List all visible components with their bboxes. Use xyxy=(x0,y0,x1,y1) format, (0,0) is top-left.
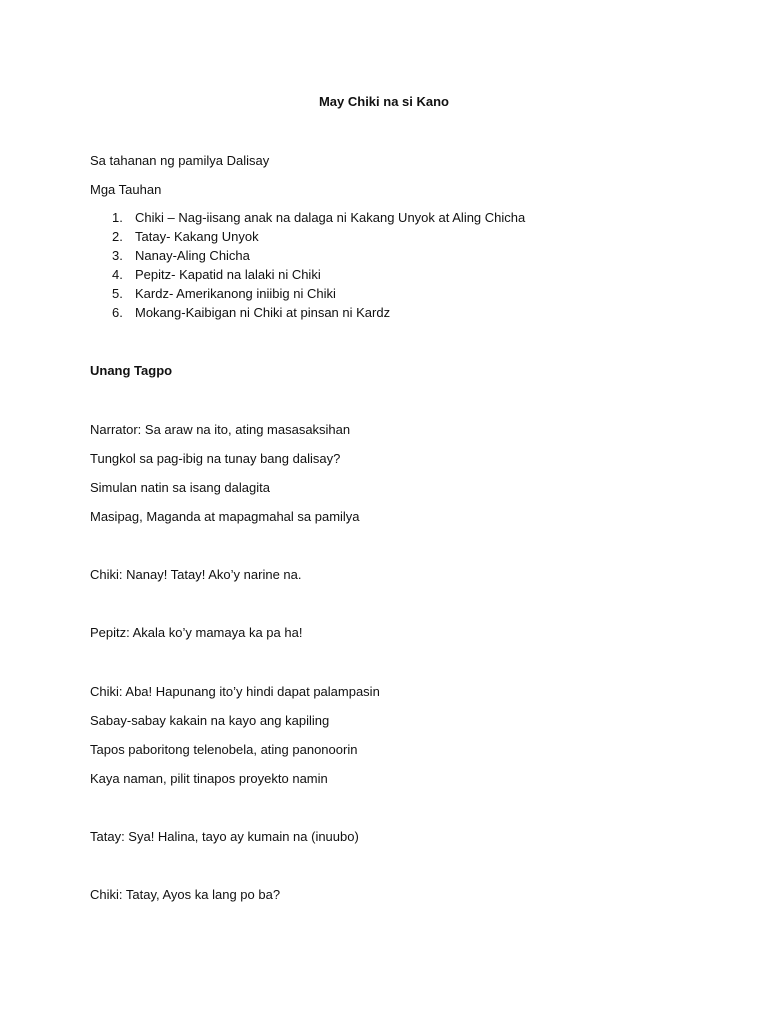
dialogue-line: Chiki: Aba! Hapunang ito’y hindi dapat palampasin xyxy=(90,684,380,699)
list-text: Mokang-Kaibigan ni Chiki at pinsan ni Kardz xyxy=(135,305,391,320)
dialogue-line: Pepitz: Akala ko’y mamaya ka pa ha! xyxy=(90,625,303,640)
dialogue-line: Tapos paboritong telenobela, ating panonoorin xyxy=(90,742,358,757)
dialogue-line: Chiki: Tatay, Ayos ka lang po ba? xyxy=(90,887,281,902)
list-text: Nanay-Aling Chicha xyxy=(135,248,250,263)
list-text: Kardz- Amerikanong iniibig ni Chiki xyxy=(135,286,336,301)
dialogue-line: Chiki: Nanay! Tatay! Ako’y narine na. xyxy=(90,567,302,582)
dialogue-line: Tungkol sa pag-ibig na tunay bang dalisay? xyxy=(90,451,341,466)
list-item xyxy=(90,229,525,248)
characters-heading: Mga Tauhan xyxy=(90,182,162,197)
scene-heading: Unang Tagpo xyxy=(90,363,173,378)
dialogue-line: Simulan natin sa isang dalagita xyxy=(90,480,270,495)
list-item xyxy=(90,286,525,305)
list-text: Pepitz- Kapatid na lalaki ni Chiki xyxy=(135,267,321,282)
dialogue-line: Tatay: Sya! Halina, tayo ay kumain na (inuubo) xyxy=(90,829,359,844)
list-number: 1. xyxy=(112,210,123,225)
list-item xyxy=(90,210,525,229)
dialogue-line: Sabay-sabay kakain na kayo ang kapiling xyxy=(90,713,330,728)
document-title: May Chiki na si Kano xyxy=(318,94,450,109)
list-number: 5. xyxy=(112,286,123,301)
characters-list xyxy=(90,210,525,324)
list-number: 3. xyxy=(112,248,123,263)
dialogue-line: Narrator: Sa araw na ito, ating masasaksihan xyxy=(90,422,351,437)
list-text: Tatay- Kakang Unyok xyxy=(135,229,259,244)
dialogue-line: Masipag, Maganda at mapagmahal sa pamilya xyxy=(90,509,360,524)
list-number: 4. xyxy=(112,267,123,282)
list-text: Chiki – Nag-iisang anak na dalaga ni Kakang Unyok at Aling Chicha xyxy=(135,210,526,225)
list-number: 2. xyxy=(112,229,123,244)
list-item xyxy=(90,248,525,267)
list-number: 6. xyxy=(112,305,123,320)
setting-text: Sa tahanan ng pamilya Dalisay xyxy=(90,153,270,168)
list-item xyxy=(90,305,525,324)
dialogue-line: Kaya naman, pilit tinapos proyekto namin xyxy=(90,771,328,786)
list-item xyxy=(90,267,525,286)
